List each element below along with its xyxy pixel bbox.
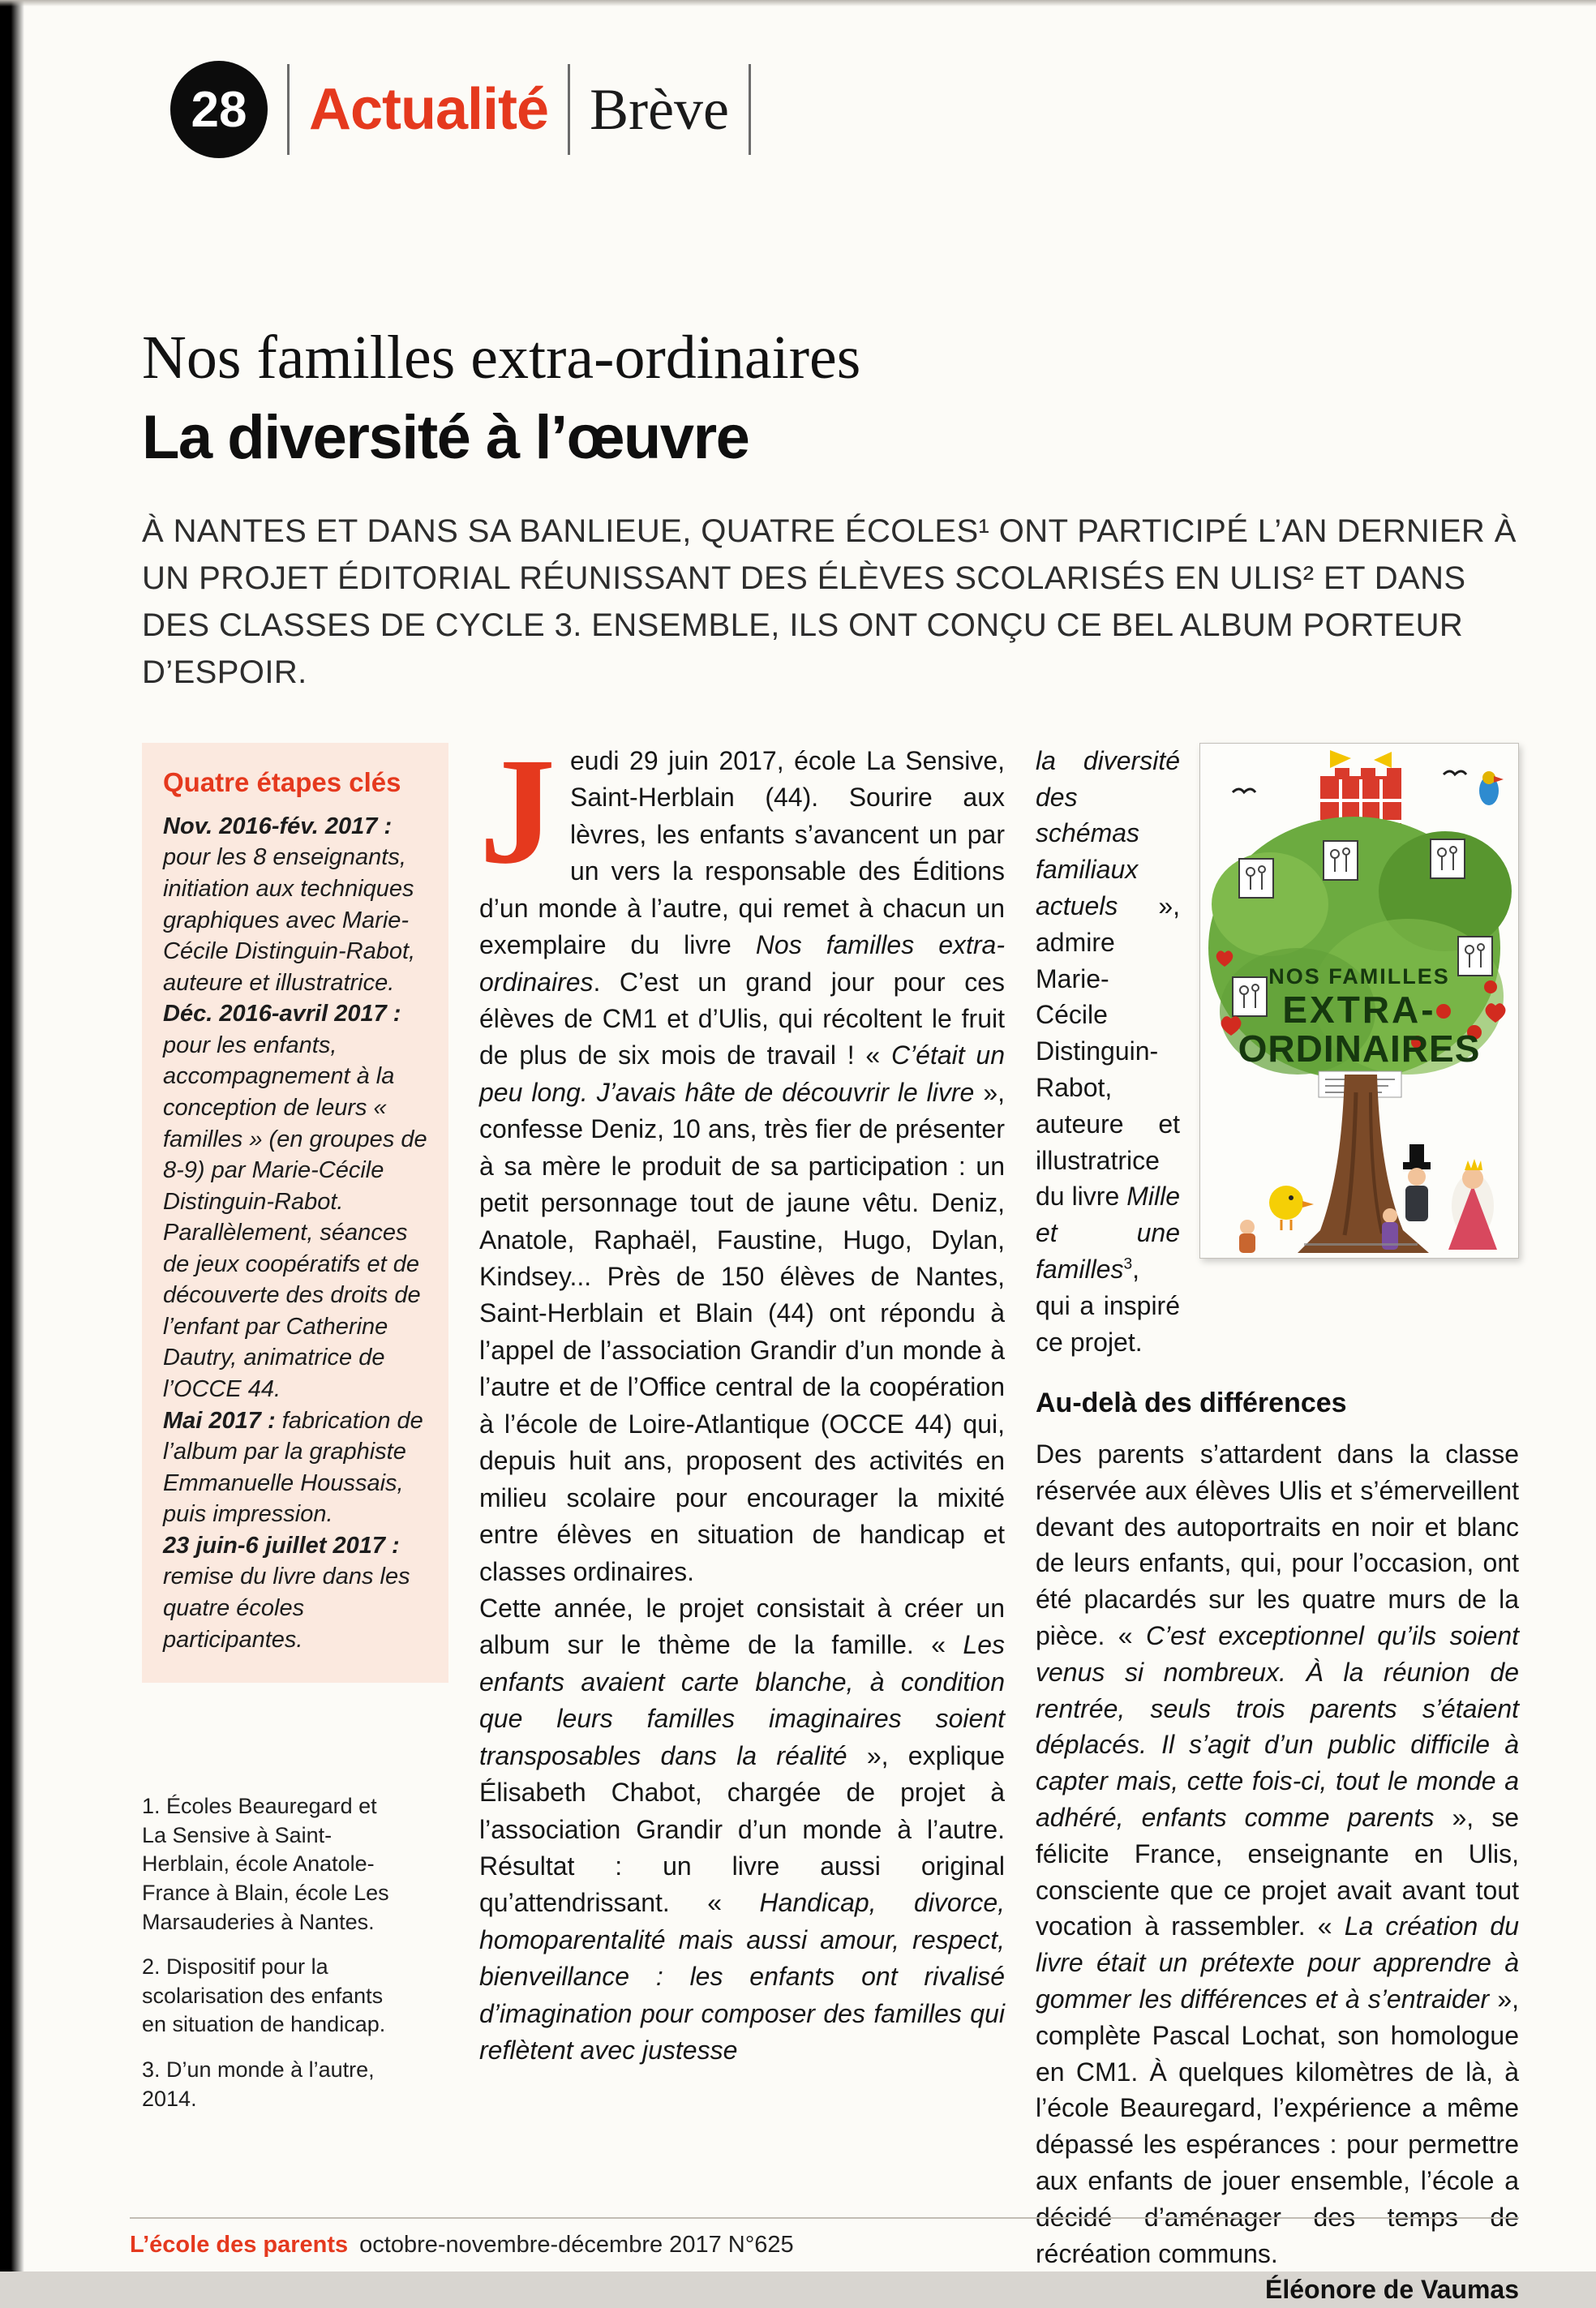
left-column [142,743,448,2308]
section-label: Actualité [309,77,549,142]
book-cover-illustration [1200,744,1518,1258]
header-divider [287,64,290,155]
drop-cap: J [479,725,556,895]
text-run: la diversité des schémas familiaux actuels [1036,745,1180,921]
text-run: , qui a inspiré ce projet. [1036,1255,1180,1357]
step-text: pour les 8 enseignants, initiation aux techniques graphiques avec Marie-Cécile Distinguin-Rabot, auteure et illustratrice. [163,844,416,996]
body-paragraph [479,725,1006,1590]
footnote: 3. D’un monde à l’autre, 2014. [142,2057,375,2111]
key-step [163,1405,427,1530]
middle-column [479,725,1006,2308]
cover-text-wrap [1036,743,1519,1361]
footnotes [142,1792,448,2113]
text-run: C’était un peu long. J’avais hâte de découvrir le livre [479,1040,1005,1107]
text-run: La création du livre était un prétexte pour apprendre à gommer les différences et à s’entraider [1036,1911,1519,2014]
text-run: Mille et une familles [1036,1182,1180,1285]
text-run: », admire Marie-Cécile Distinguin-Rabot, auteure et illustratrice du livre [1036,891,1180,1212]
step-date: Déc. 2016-avril 2017 : [163,1001,401,1027]
text-run: C’est exceptionnel qu’ils soient venus si nombreux. À la réunion de rentrée, seuls trois parents s’étaient déplacés. Il s’agit d’un public difficile à capter mais, cette fois-ci, tout le monde a adhéré, enfants comme parents [1036,1621,1520,1832]
book-cover-title-line-2: EXTRA- [1282,988,1436,1031]
scan-edge-top [0,0,1596,6]
footnote: 2. Dispositif pour la scolarisation des enfants en situation de handicap. [142,1954,386,2037]
step-date: Mai 2017 : [163,1407,282,1434]
footnote: 1. Écoles Beauregard et La Sensive à Saint-Herblain, école Anatole-France à Blain, école Les Marsauderies à Nantes. [142,1794,389,1934]
byline: Éléonore de Vaumas [1264,2275,1519,2305]
text-run: », complète Pascal Lochat, son homologue en CM1. À quelques kilomètres de là, à l’école Beauregard, l’expérience a même dépassé les espérances : pour permettre aux enfants de jouer ensemble, l’école a décidé d’aménager des temps de récréation communs. [1036,1984,1520,2268]
article-title: La diversité à l’œuvre [142,403,749,473]
step-text: pour les enfants, accompagnement à la conception de leurs « familles » (en groupes de 8-9) par Marie-Cécile Distinguin-Rabot. Parallèlement, séances de jeux coopératifs et de découverte des droits de l’enfant par Catherine Dautry, animatrice de l’OCCE 44. [163,1032,427,1402]
text-run: Des parents s’attardent dans la classe réservée aux élèves Ulis et s’émerveillent devant des autoportraits en noir et blanc de leurs enfants, qui, pour l’occasion, ont été placardés sur les quatre murs de la pièce. « [1036,1439,1519,1650]
text-run: Cette année, le projet consistait à créer un album sur le thème de la famille. « [479,1593,1005,1660]
article-standfirst: À NANTES ET DANS SA BANLIEUE, QUATRE ÉCOLES¹ ONT PARTICIPÉ L’AN DERNIER À UN PROJET ÉDITORIAL RÉUNISSANT DES ÉLÈVES SCOLARISÉS EN ULIS² ET DANS DES CLASSES DE CYCLE 3. ENSEMBLE, ILS ONT CONÇU CE BEL ALBUM PORTEUR D’ESPOIR. [142,513,1517,690]
header-divider [749,64,751,155]
orange-figure [1239,1220,1255,1253]
key-step [163,1530,427,1655]
page-number: 28 [191,81,247,138]
step-date: Nov. 2016-fév. 2017 : [163,813,393,839]
right-column [1036,743,1519,2308]
text-run: », confesse Deniz, 10 ans, très fier de présenter à sa mère le produit de sa participation : un petit personnage tout de jaune vêtu. Deniz, Anatole, Raphaël, Faustine, Hugo, Dylan, Kindsey... Près de 150 élèves de Nantes, Saint-Herblain et Blain (44) ont répondu à l’appel de l’association Grandir d’un monde à l’autre et de l’Office central de la coopération à l’école de Loire-Atlantique (OCCE 44) qui, depuis huit ans, proposent des activités en milieu scolaire pour encourager la mixité entre élèves en situation de handicap et classes ordinaires. [479,1077,1006,1586]
page-header [170,61,1519,158]
key-step [163,811,427,998]
article-columns [142,725,1520,2308]
text-run: 3 [1123,1255,1133,1273]
key-steps-title: Quatre étapes clés [163,766,401,797]
publisher-line [1304,1243,1418,1246]
text-run: . C’est un grand jour pour ces élèves de CM1 et d’Ulis, qui récoltent le fruit de plus de six mois de travail ! « [479,967,1005,1070]
title-block [142,324,1519,696]
scan-edge-left [0,0,24,2272]
header-divider [568,64,570,155]
page-number-badge [170,61,268,158]
article-kicker: Nos familles extra-ordinaires [142,324,861,392]
crosshead: Au-delà des différences [1036,1388,1347,1419]
body-paragraph [1036,743,1180,1361]
text-run: Les enfants avaient carte blanche, à condition que leurs familles imaginaires soient transposables dans la réalité [479,1630,1005,1770]
rubric-label: Brève [590,76,729,142]
book-cover [1199,743,1519,1259]
text-run: Handicap, divorce, homoparentalité mais aussi amour, respect, bienveillance : les enfants ont rivalisé d’imagination pour composer des familles qui reflètent avec justesse [479,1888,1006,2066]
book-cover-title-line-1: NOS FAMILLES [1268,963,1450,989]
footer-magazine-name: L’école des parents [130,2232,349,2258]
page-footer [130,2217,1519,2259]
body-paragraph [479,1590,1005,2070]
step-date: 23 juin-6 juillet 2017 : [163,1532,400,1559]
step-text: remise du livre dans les quatre écoles participantes. [163,1564,410,1653]
body-paragraph [1036,1436,1520,2305]
text-run: Nos familles extra-ordinaires [479,930,1006,997]
book-cover-title-line-3: ORDINAIRES [1238,1027,1481,1070]
key-steps-box [142,743,448,1683]
text-run: », se félicite France, enseignante en Ulis, consciente que ce projet avait avant tout vocation à rassembler. « [1036,1802,1520,1941]
key-step [163,998,427,1405]
text-run: », explique Élisabeth Chabot, chargée de projet à l’association Grandir d’un monde à l’autre. Résultat : un livre aussi original qu’attendrissant. « [479,1740,1006,1918]
step-text: fabrication de l’album par la graphiste Emmanuelle Houssais, puis impression. [163,1407,423,1528]
text-run: eudi 29 juin 2017, école La Sensive, Saint-Herblain (44). Sourire aux lèvres, les enfants s’avancent un par un vers la responsable des Éditions d’un monde à l’autre, qui remet à chacun un exemplaire du livre [479,745,1005,960]
footer-issue-info: octobre-novembre-décembre 2017 N°625 [359,2232,794,2258]
